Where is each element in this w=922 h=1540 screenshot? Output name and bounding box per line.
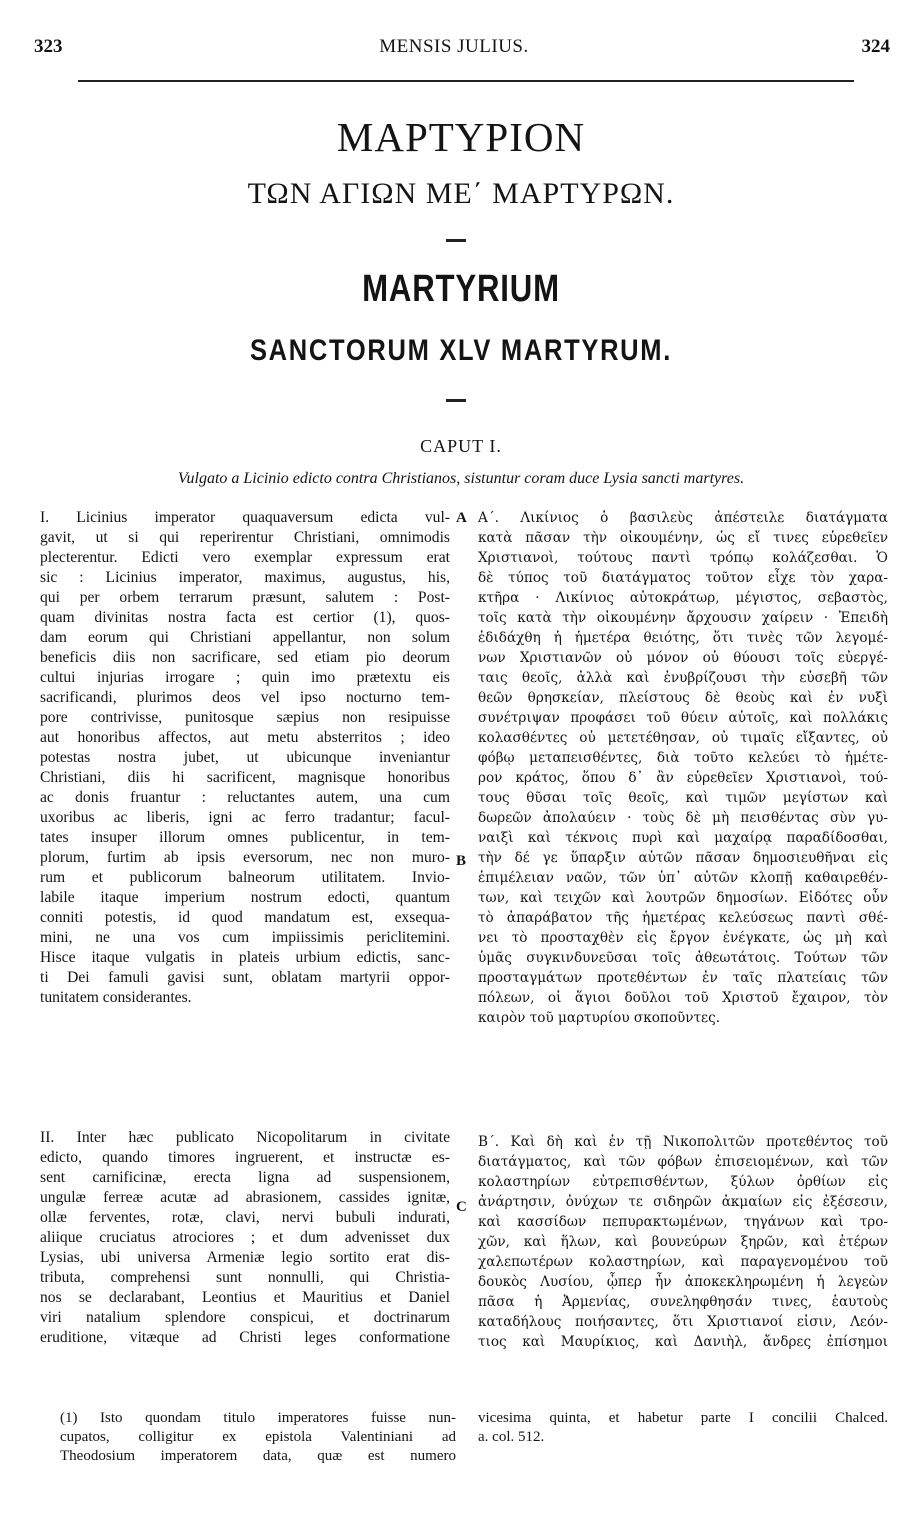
- text-line: ἐδιδάχθη ἡ ἡμετέρα θειότης, ὅτι τινὲς τῶν λεγομέ-: [478, 630, 888, 646]
- text-line: sent carnificinæ, erecta ligna ad suspensionem,: [40, 1169, 450, 1186]
- footnote-right: [478, 1409, 888, 1447]
- text-line: φόβῳ μεταπεισθέντες, διὰ τοῦτο κελεύει τὸ ἡμέτε-: [478, 750, 888, 766]
- text-line: dam eorum qui Christiani appellantur, non solum: [40, 629, 450, 646]
- page-header: [30, 30, 890, 64]
- text-line: quam divinitas nostra facta est certior (1), quos-: [40, 609, 450, 626]
- page-number-right: 324: [861, 36, 890, 57]
- text-line: tributa, comprehensi sunt nonnulli, qui Christia-: [40, 1269, 450, 1286]
- text-line: των, καὶ τειχῶν καὶ λουτρῶν δημοσίων. Εἰδότες οὖν: [478, 890, 888, 906]
- text-line: I. Licinius imperator quaquaversum edicta vul-: [40, 509, 450, 526]
- text-line: καταδήλους ποιήσαντες, ὅτι Χριστιανοί εἰσιν, Λεόν-: [478, 1314, 888, 1330]
- text-line: ungulæ ferreæ acutæ ad abrasionem, cassides ignitæ,: [40, 1189, 450, 1206]
- text-line: eruditione, vitæque ad Christi leges conformatione: [40, 1329, 450, 1346]
- text-line: τους θῦσαι τοῖς θεοῖς, καὶ τιμῶν μεγίστων καὶ: [478, 790, 888, 806]
- margin-letter-c: C: [456, 1199, 467, 1215]
- text-line: a. col. 512.: [478, 1429, 545, 1445]
- text-line: Christiani, diis hi sacrificent, magnisque honoribus: [40, 769, 450, 786]
- text-line: tunitatem considerantes.: [40, 989, 192, 1006]
- chapter-heading: CAPUT I.: [420, 436, 502, 456]
- text-line: labile itaque imperium nostrum edocti, quantum: [40, 889, 450, 906]
- title-divider: [446, 399, 466, 402]
- text-line: πᾶσα ἡ Ἀρμενίας, συνεληφθησάν τινες, ἑαυτοὺς: [478, 1294, 888, 1310]
- text-line: Χριστιανοὶ, τούτους παντὶ τρόπῳ κολάζεσθαι. Ὁ: [478, 550, 888, 566]
- text-line: Lysias, ubi universa Armeniæ legio sortito erat dis-: [40, 1249, 450, 1266]
- text-line: νει τὸ προσταχθὲν εἰς ἔργον ἐνέγκατε, ὡς μὴ καὶ: [478, 930, 888, 946]
- text-line: κολαστηρίων εὐτρεπισθέντων, ξύλων ὀρθίων εἰς: [478, 1174, 888, 1190]
- text-line: cupatos, colligitur ex epistola Valentiniani ad: [60, 1429, 456, 1445]
- text-line: Α΄. Λικίνιος ὁ βασιλεὺς ἀπέστειλε διατάγματα: [478, 510, 888, 526]
- text-line: δὲ τύπος τοῦ διατάγματος τοῦτον εἶχε τὸν χαρα-: [478, 570, 888, 586]
- text-line: nos se declarabant, Leontius et Mauritius et Daniel: [40, 1289, 450, 1306]
- text-line: edicto, quando timores ingruerent, et instructæ es-: [40, 1149, 450, 1166]
- text-line: ac donis fruantur : reluctantes autem, una cum: [40, 789, 450, 806]
- text-line: pore contrivisse, punitosque sæpius non resipuisse: [40, 709, 450, 726]
- text-line: καὶ κασσίδων πεπυρακτωμένων, τηγάνων καὶ τρο-: [478, 1214, 888, 1230]
- text-line: gavit, ut si qui reperirentur Christiani, omnimodis: [40, 529, 450, 546]
- text-line: Theodosium imperatorem data, quæ est numero: [60, 1448, 456, 1464]
- running-title: MENSIS JULIUS.: [379, 36, 529, 57]
- text-line: cultui injurias irrogare ; quin imo prætextu eis: [40, 669, 450, 686]
- text-line: δουκὸς Λυσίου, ᾧπερ ἦν ἀποκεκληρωμένη ἡ λεγεὼν: [478, 1274, 888, 1290]
- text-line: ὑμᾶς συγκινδυνεῦσαι τοῖς ἀθεωτάτοις. Τούτων τῶν: [478, 950, 888, 966]
- text-line: uxoribus ac liberis, igni ac ferro tradantur; facul-: [40, 809, 450, 826]
- greek-subtitle: ΤΩΝ ΑΓΙΩΝ ΜΕ΄ ΜΑΡΤΥΡΩΝ.: [247, 177, 675, 210]
- text-line: ἀνάρτησιν, ὀνύχων τε σιδηρῶν ἀκμαίων εἰς ἐξέσεσιν,: [478, 1194, 888, 1210]
- text-line: προσταγμάτων προτεθέντων ἐν ταῖς πλατείαις τῶν: [478, 970, 888, 986]
- text-line: ἐπιμέλειαν ναῶν, τῶν ὑπ᾽ αὐτῶν κλοπῇ καθαιρεθέν-: [478, 870, 888, 886]
- text-line: ρον κράτος, ὅπου δ᾽ ἂν εὑρεθεῖεν Χριστιανοὶ, τού-: [478, 770, 888, 786]
- text-line: plecterentur. Edicti vero exemplar expressum erat: [40, 549, 450, 566]
- text-line: συνέτριψαν προφάσει τοῦ θύειν αὐτοῖς, καὶ πολλάκις: [478, 710, 888, 726]
- text-line: vicesima quinta, et habetur parte I concilii Chalced.: [478, 1410, 888, 1426]
- text-line: κατὰ πᾶσαν τὴν οἰκουμένην, ὡς εἴ τινες εὑρεθεῖεν: [478, 530, 888, 546]
- text-line: ollæ ferventes, rotæ, clavi, nervi bubuli indurati,: [40, 1209, 450, 1226]
- text-line: tates insuper illorum omnes publicentur, in tem-: [40, 829, 450, 846]
- latin-paragraph-1: [40, 508, 450, 1008]
- header-rule: [78, 80, 854, 82]
- text-line: κολασθέντες οὐ μετετέθησαν, οὐ τιμαῖς εἴξαντες, οὐ: [478, 730, 888, 746]
- latin-subtitle: SANCTORUM XLV MARTYRUM.: [249, 334, 673, 367]
- text-line: sacrificandi, plurimos deos vel ipso nocturno tem-: [40, 689, 450, 706]
- margin-letter-a: A: [456, 510, 467, 526]
- text-line: χῶν, καὶ ἥλων, καὶ βουνεύρων ξηρῶν, καὶ ἑτέρων: [478, 1234, 888, 1250]
- text-line: κτῆρα · Λικίνιος αὐτοκράτωρ, μέγιστος, σεβαστὸς,: [478, 590, 888, 606]
- text-line: τὸ ἀπαράβατον τῆς ἡμετέρας κελεύσεως παντὶ σθέ-: [478, 910, 888, 926]
- text-line: viri natalium splendore conspicui, et doctrinarum: [40, 1309, 450, 1326]
- margin-letter-b: B: [456, 853, 467, 869]
- greek-paragraph-1: [478, 508, 888, 1028]
- text-line: qui per orbem terrarum præsunt, salutem : Post-: [40, 589, 450, 606]
- text-line: χαλεπωτέρων κολαστηρίων, καὶ παραγενομένου τοῦ: [478, 1254, 888, 1270]
- text-line: πόλεων, οἱ ἅγιοι δοῦλοι τοῦ Χριστοῦ ἔχαιρον, τὸν: [478, 990, 888, 1006]
- text-line: mini, ne una vos cum impiissimis periclitemini.: [40, 929, 450, 946]
- text-line: τιος καὶ Μαυρίκιος, καὶ Δανιὴλ, ἄνδρες ἐπίσημοι: [478, 1334, 888, 1350]
- page-number-left: 323: [34, 36, 63, 57]
- greek-title: ΜΑΡΤΥΡΙΟΝ: [336, 114, 586, 160]
- chapter-summary: Vulgato a Licinio edicto contra Christianos, sistuntur coram duce Lysia sancti martyres.: [177, 470, 745, 487]
- text-line: II. Inter hæc publicato Nicopolitarum in civitate: [40, 1129, 450, 1146]
- text-line: aut honoribus affectos, aut metu absterritos ; ideo: [40, 729, 450, 746]
- text-line: (1) Isto quondam titulo imperatores fuisse nun-: [60, 1410, 456, 1426]
- text-line: θεῶν θρησκείαν, πλείστους δὲ θεοὺς καὶ ἐν νυξὶ: [478, 690, 888, 706]
- text-line: aliique cruciatus atrociores ; et dum advenisset dux: [40, 1229, 450, 1246]
- greek-paragraph-2: [478, 1132, 888, 1352]
- text-line: potestas nostra jubet, ut ubicunque inveniantur: [40, 749, 450, 766]
- text-line: τὴν δέ γε ὕπαρξιν αὐτῶν πᾶσαν δημοσιευθῆναι εἰς: [478, 850, 888, 866]
- title-divider: [446, 239, 466, 242]
- text-line: ταις θεοῖς, ἀλλὰ καὶ ἐνυβρίζουσι τὴν εὐσεβῆ τῶν: [478, 670, 888, 686]
- text-line: Hisce itaque vulgatis in plateis urbium edictis, sanc-: [40, 949, 450, 966]
- text-line: plorum, furtim ab ipsis eversorum, nec non muro-: [40, 849, 450, 866]
- text-line: Β΄. Καὶ δὴ καὶ ἐν τῇ Νικοπολιτῶν προτεθέντος τοῦ: [478, 1134, 888, 1150]
- text-line: beneficis diis non sacrificare, sed etiam pio deorum: [40, 649, 450, 666]
- text-line: sic : Licinius imperator, maximus, augustus, his,: [40, 569, 450, 586]
- text-line: ti Dei famuli gavisi sunt, oblatam martyrii oppor-: [40, 969, 450, 986]
- text-line: conniti potestis, id quod mandatum est, exsequa-: [40, 909, 450, 926]
- text-line: ναιξὶ καὶ τέκνοις πυρὶ καὶ μαχαίρᾳ παραδίδοσθαι,: [478, 830, 888, 846]
- latin-paragraph-2: [40, 1128, 450, 1348]
- text-line: τοῖς κατὰ τὴν οἰκουμένην ἄρχουσιν χαίρειν · Ἐπειδὴ: [478, 610, 888, 626]
- latin-title: MARTYRIUM: [362, 268, 560, 310]
- text-line: δωρεῶν ἀπολαύειν · τοὺς δὲ μὴ πεισθέντας σὺν γυ-: [478, 810, 888, 826]
- footnote-left: [60, 1409, 456, 1466]
- text-line: διατάγματος, καὶ τῶν φόβων ἐπισειομένων, καὶ τῶν: [478, 1154, 888, 1170]
- text-line: νων Χριστιανῶν οὐ μόνον οὐ θύουσι τοῖς εὐεργέ-: [478, 650, 888, 666]
- text-line: καιρὸν τοῦ μαρτυρίου σκοποῦντες.: [478, 1010, 721, 1026]
- text-line: rum et publicorum balneorum utilitatem. Invio-: [40, 869, 450, 886]
